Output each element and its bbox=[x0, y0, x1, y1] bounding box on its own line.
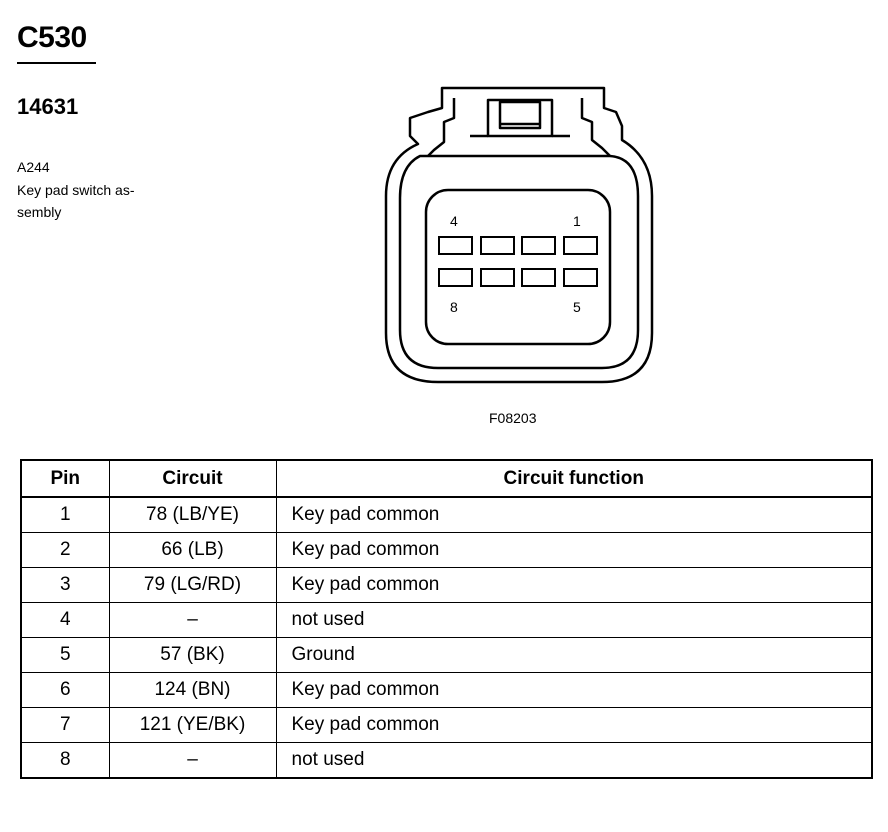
circuit-cell: 66 (LB) bbox=[109, 533, 276, 568]
pin-label-8: 8 bbox=[450, 299, 458, 315]
component-code: A244 bbox=[17, 159, 50, 175]
pin-cavity-2 bbox=[522, 237, 555, 254]
table-row bbox=[21, 708, 872, 743]
pin-cavity-4 bbox=[439, 237, 472, 254]
pin-cell: 2 bbox=[21, 533, 109, 568]
pin-cavity-7 bbox=[481, 269, 514, 286]
circuit-cell: 124 (BN) bbox=[109, 673, 276, 708]
pin-cavity-5 bbox=[564, 269, 597, 286]
pin-cavity-6 bbox=[522, 269, 555, 286]
title-underline bbox=[17, 62, 96, 64]
table-row bbox=[21, 533, 872, 568]
pin-label-1: 1 bbox=[573, 213, 581, 229]
function-cell: Key pad common bbox=[276, 673, 872, 708]
table-header-row bbox=[21, 460, 872, 497]
pin-cavity-3 bbox=[481, 237, 514, 254]
table-row bbox=[21, 638, 872, 673]
pin-cell: 8 bbox=[21, 743, 109, 779]
pin-cell: 3 bbox=[21, 568, 109, 603]
pin-cell: 1 bbox=[21, 497, 109, 533]
pin-label-4: 4 bbox=[450, 213, 458, 229]
table-row bbox=[21, 568, 872, 603]
pin-cell: 4 bbox=[21, 603, 109, 638]
part-number: 14631 bbox=[17, 94, 79, 119]
circuit-cell: 121 (YE/BK) bbox=[109, 708, 276, 743]
function-cell: Key pad common bbox=[276, 533, 872, 568]
function-cell: Key pad common bbox=[276, 708, 872, 743]
figure-number: F08203 bbox=[489, 410, 537, 426]
table-row bbox=[21, 673, 872, 708]
latch-tab bbox=[488, 100, 552, 136]
circuit-cell: – bbox=[109, 603, 276, 638]
component-description: Key pad switch as-sembly bbox=[17, 182, 135, 220]
pin-cavity-1 bbox=[564, 237, 597, 254]
pin-cell: 5 bbox=[21, 638, 109, 673]
pin-label-5: 5 bbox=[573, 299, 581, 315]
connector-inner-ring bbox=[400, 156, 638, 368]
circuit-cell: 79 (LG/RD) bbox=[109, 568, 276, 603]
function-cell: not used bbox=[276, 743, 872, 779]
table-row bbox=[21, 497, 872, 533]
connector-face-diagram bbox=[370, 78, 660, 388]
pin-cavity-8 bbox=[439, 269, 472, 286]
pin-cell: 6 bbox=[21, 673, 109, 708]
pinout-table bbox=[20, 459, 873, 779]
header-circuit-function: Circuit function bbox=[276, 460, 872, 497]
circuit-cell: 57 (BK) bbox=[109, 638, 276, 673]
function-cell: not used bbox=[276, 603, 872, 638]
header-circuit: Circuit bbox=[109, 460, 276, 497]
connector-id: C530 bbox=[17, 21, 87, 54]
function-cell: Ground bbox=[276, 638, 872, 673]
circuit-cell: 78 (LB/YE) bbox=[109, 497, 276, 533]
function-cell: Key pad common bbox=[276, 568, 872, 603]
latch-inner-right bbox=[582, 98, 610, 156]
circuit-cell: – bbox=[109, 743, 276, 779]
pin-cell: 7 bbox=[21, 708, 109, 743]
function-cell: Key pad common bbox=[276, 497, 872, 533]
table-row bbox=[21, 603, 872, 638]
table-row bbox=[21, 743, 872, 779]
header-pin: Pin bbox=[21, 460, 109, 497]
